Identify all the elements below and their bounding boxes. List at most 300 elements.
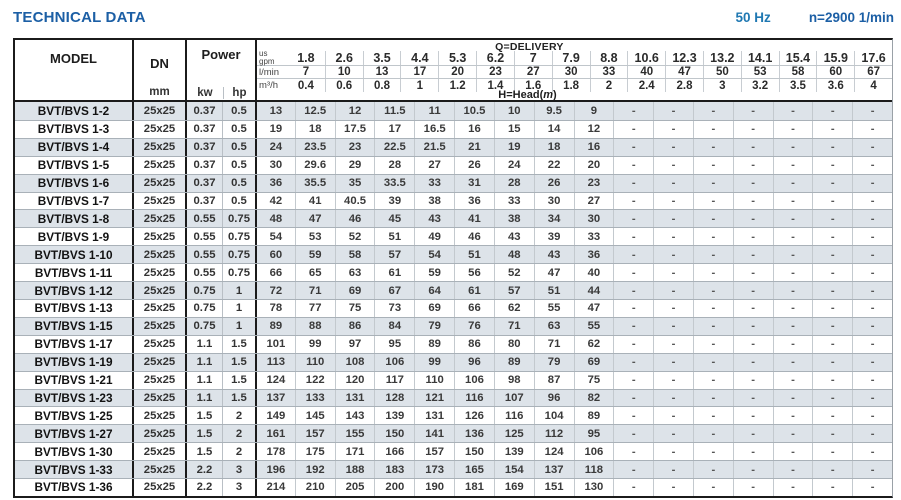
delivery-unit-values (287, 51, 892, 65)
head-value-cell: 24 (494, 157, 534, 174)
dn-cell: 25x25 (132, 282, 185, 299)
head-value-cell: - (852, 461, 892, 478)
head-value-cell: 125 (494, 425, 534, 442)
table-row (15, 371, 892, 389)
head-value-cell: 22.5 (374, 139, 414, 156)
head-value-cell: - (773, 479, 813, 496)
hp-cell: 1 (222, 300, 255, 317)
delivery-header-value: 17.6 (854, 51, 892, 65)
head-value-cell: - (852, 139, 892, 156)
delivery-header-value: 14.1 (741, 51, 779, 65)
head-value-cell: 19 (255, 121, 295, 138)
delivery-header-value: 7.9 (552, 51, 590, 65)
head-value-cell: 67 (374, 282, 414, 299)
head-value-cell: - (613, 461, 653, 478)
head-value-cell: 71 (494, 318, 534, 335)
table-row (15, 227, 892, 245)
delivery-header-value: 67 (854, 66, 892, 78)
dn-cell: 25x25 (132, 354, 185, 371)
head-value-cell: 35.5 (295, 175, 335, 192)
head-value-cell: 196 (255, 461, 295, 478)
model-cell: BVT/BVS 1-13 (34, 301, 113, 316)
head-value-cell: - (693, 425, 733, 442)
hp-cell: 1.5 (222, 336, 255, 353)
head-value-cell: 63 (534, 318, 574, 335)
head-value-cell: 171 (335, 443, 375, 460)
head-value-cell: - (613, 175, 653, 192)
model-cell: BVT/BVS 1-4 (37, 140, 110, 155)
hp-cell: 3 (222, 461, 255, 478)
head-value-cell: 96 (454, 354, 494, 371)
head-value-cell: - (693, 210, 733, 227)
dn-cell: 25x25 (132, 228, 185, 245)
head-value-cell: - (653, 139, 693, 156)
kw-cell: 1.1 (185, 336, 222, 353)
head-value-cell: - (693, 354, 733, 371)
delivery-header-value: 2.8 (665, 79, 703, 92)
delivery-header-value: 60 (816, 66, 854, 78)
head-value-cell: 45 (374, 210, 414, 227)
head-value-cell: - (852, 228, 892, 245)
dn-cell: 25x25 (132, 479, 185, 496)
delivery-unit-values (287, 66, 892, 78)
head-value-cell: 52 (494, 264, 534, 281)
head-value-cell: - (852, 121, 892, 138)
head-value-cell: 41 (454, 210, 494, 227)
head-value-cell: - (773, 354, 813, 371)
head-value-cell: - (852, 193, 892, 210)
delivery-header-value: 10.6 (627, 51, 665, 65)
delivery-header-value: 40 (627, 66, 665, 78)
head-value-cell: - (773, 210, 813, 227)
kw-cell: 0.37 (185, 139, 222, 156)
table-row (15, 245, 892, 263)
hp-cell: 0.5 (222, 102, 255, 120)
head-value-cell: 99 (414, 354, 454, 371)
head-value-cell: - (812, 336, 852, 353)
head-value-cell: 110 (414, 372, 454, 389)
head-value-cell: - (773, 121, 813, 138)
head-value-cell: - (812, 443, 852, 460)
head-value-cell: 214 (255, 479, 295, 496)
head-value-cell: 210 (295, 479, 335, 496)
head-value-cell: - (773, 318, 813, 335)
head-value-cell: - (773, 228, 813, 245)
head-value-cell: - (773, 407, 813, 424)
head-value-cell: 157 (295, 425, 335, 442)
head-value-cell: 12 (335, 102, 375, 120)
head-value-cell: - (773, 157, 813, 174)
hp-cell: 2 (222, 425, 255, 442)
model-cell: BVT/BVS 1-33 (34, 462, 113, 477)
head-value-cell: 46 (454, 228, 494, 245)
delivery-header-value: 6.2 (476, 51, 514, 65)
head-value-cell: - (613, 407, 653, 424)
head-value-cell: - (812, 102, 852, 120)
head-value-cell: 12 (574, 121, 614, 138)
head-value-cell: 46 (335, 210, 375, 227)
head-value-cell: - (812, 193, 852, 210)
head-value-cell: 56 (454, 264, 494, 281)
head-value-cell: - (852, 157, 892, 174)
head-value-cell: 183 (374, 461, 414, 478)
head-value-cell: - (693, 336, 733, 353)
speed-label: n=2900 1/min (808, 10, 894, 25)
head-value-cell: 53 (295, 228, 335, 245)
head-value-cell: 150 (454, 443, 494, 460)
head-value-cell: 9 (574, 102, 614, 120)
head-value-cell: - (653, 102, 693, 120)
dn-cell: 25x25 (132, 210, 185, 227)
head-value-cell: 63 (335, 264, 375, 281)
model-cell: BVT/BVS 1-21 (34, 373, 113, 388)
dn-cell: 25x25 (132, 139, 185, 156)
head-value-cell: - (613, 425, 653, 442)
delivery-header-value: 30 (552, 66, 590, 78)
table-row (15, 281, 892, 299)
dn-cell: 25x25 (132, 102, 185, 120)
head-value-cell: 89 (414, 336, 454, 353)
head-value-cell: 51 (534, 282, 574, 299)
dn-cell: 25x25 (132, 461, 185, 478)
head-value-cell: 75 (574, 372, 614, 389)
kw-unit-label: kw (197, 87, 213, 99)
dn-cell: 25x25 (132, 264, 185, 281)
kw-cell: 0.37 (185, 193, 222, 210)
head-value-cell: - (852, 354, 892, 371)
head-value-cell: 21 (454, 139, 494, 156)
delivery-header-value: 3.6 (816, 79, 854, 92)
head-value-cell: 59 (295, 246, 335, 263)
head-value-cell: - (613, 102, 653, 120)
head-value-cell: 86 (454, 336, 494, 353)
head-value-cell: 43 (414, 210, 454, 227)
hp-cell: 1.5 (222, 354, 255, 371)
hp-cell: 2 (222, 407, 255, 424)
head-value-cell: 20 (574, 157, 614, 174)
head-value-cell: 98 (494, 372, 534, 389)
head-value-cell: - (773, 175, 813, 192)
dn-unit-label: mm (149, 86, 170, 98)
delivery-header-value: 4 (854, 79, 892, 92)
delivery-header-value: 27 (514, 66, 552, 78)
dn-cell: 25x25 (132, 157, 185, 174)
head-value-cell: 42 (255, 193, 295, 210)
kw-cell: 0.55 (185, 264, 222, 281)
head-value-cell: 51 (454, 246, 494, 263)
head-title-unit: m (543, 89, 554, 101)
head-value-cell: - (733, 102, 773, 120)
head-value-cell: 89 (574, 407, 614, 424)
head-value-cell: 12.5 (295, 102, 335, 120)
head-value-cell: - (653, 193, 693, 210)
table-row (15, 156, 892, 174)
head-value-cell: - (812, 390, 852, 407)
head-value-cell: - (693, 157, 733, 174)
table-body (15, 102, 892, 496)
head-value-cell: - (733, 461, 773, 478)
model-cell: BVT/BVS 1-3 (37, 122, 110, 137)
delivery-header-value: 53 (741, 66, 779, 78)
head-value-cell: - (733, 425, 773, 442)
head-value-cell: 113 (255, 354, 295, 371)
kw-cell: 0.75 (185, 282, 222, 299)
hp-cell: 0.5 (222, 193, 255, 210)
delivery-header-value: 15.4 (779, 51, 817, 65)
head-value-cell: 133 (295, 390, 335, 407)
head-value-cell: - (773, 264, 813, 281)
dn-cell: 25x25 (132, 407, 185, 424)
delivery-header-value: 13 (363, 66, 401, 78)
head-value-cell: 43 (534, 246, 574, 263)
head-value-cell: - (693, 246, 733, 263)
delivery-header-value: 8.8 (590, 51, 628, 65)
head-value-cell: - (773, 300, 813, 317)
head-value-cell: - (653, 246, 693, 263)
head-value-cell: 139 (374, 407, 414, 424)
dn-label: DN (150, 55, 169, 71)
delivery-header-value: 1.4 (476, 79, 514, 92)
head-value-cell: 33 (574, 228, 614, 245)
head-value-cell: 57 (374, 246, 414, 263)
head-value-cell: - (653, 210, 693, 227)
delivery-unit-values (287, 79, 892, 92)
head-value-cell: 27 (574, 193, 614, 210)
kw-cell: 0.37 (185, 102, 222, 120)
dn-cell: 25x25 (132, 336, 185, 353)
head-value-cell: - (613, 354, 653, 371)
head-value-cell: 69 (414, 300, 454, 317)
head-value-cell: 33 (494, 193, 534, 210)
table-row (15, 335, 892, 353)
head-value-cell: - (733, 318, 773, 335)
head-value-cell: 23 (574, 175, 614, 192)
table-row (15, 389, 892, 407)
head-value-cell: 18 (295, 121, 335, 138)
head-value-cell: 120 (335, 372, 375, 389)
head-value-cell: 149 (255, 407, 295, 424)
head-value-cell: - (613, 443, 653, 460)
hp-cell: 0.75 (222, 264, 255, 281)
head-value-cell: 55 (574, 318, 614, 335)
head-value-cell: 157 (414, 443, 454, 460)
head-value-cell: - (773, 461, 813, 478)
head-value-cell: - (852, 336, 892, 353)
unit-label-text: m³/h (259, 80, 278, 91)
kw-cell: 1.1 (185, 354, 222, 371)
dn-cell: 25x25 (132, 372, 185, 389)
head-value-cell: 131 (335, 390, 375, 407)
model-cell: BVT/BVS 1-25 (34, 408, 113, 423)
head-value-cell: 34 (534, 210, 574, 227)
delivery-header-value: 1.6 (514, 79, 552, 92)
head-value-cell: - (773, 336, 813, 353)
head-value-cell: 54 (414, 246, 454, 263)
head-value-cell: 82 (574, 390, 614, 407)
head-title (498, 89, 556, 101)
model-cell: BVT/BVS 1-9 (37, 229, 110, 244)
kw-cell: 0.37 (185, 157, 222, 174)
head-value-cell: 166 (374, 443, 414, 460)
dn-cell: 25x25 (132, 175, 185, 192)
head-value-cell: - (653, 318, 693, 335)
head-value-cell: - (812, 175, 852, 192)
kw-cell: 1.1 (185, 372, 222, 389)
head-value-cell: 66 (454, 300, 494, 317)
technical-data-table (13, 38, 893, 498)
head-value-cell: 33.5 (374, 175, 414, 192)
hp-cell: 0.5 (222, 121, 255, 138)
delivery-header-value: 12.3 (665, 51, 703, 65)
head-value-cell: - (773, 372, 813, 389)
head-value-cell: 54 (255, 228, 295, 245)
head-value-cell: 137 (255, 390, 295, 407)
dn-cell: 25x25 (132, 425, 185, 442)
head-value-cell: 36 (574, 246, 614, 263)
head-value-cell: - (693, 318, 733, 335)
head-value-cell: 47 (534, 264, 574, 281)
head-value-cell: - (812, 121, 852, 138)
head-value-cell: 29.6 (295, 157, 335, 174)
head-value-cell: - (613, 282, 653, 299)
head-value-cell: - (733, 121, 773, 138)
head-value-cell: 28 (494, 175, 534, 192)
delivery-header-value: 1 (400, 79, 438, 92)
head-value-cell: - (812, 157, 852, 174)
kw-cell: 1.5 (185, 425, 222, 442)
head-value-cell: - (693, 479, 733, 496)
head-value-cell: - (653, 390, 693, 407)
head-value-cell: 40 (574, 264, 614, 281)
head-value-cell: - (852, 264, 892, 281)
head-value-cell: 89 (494, 354, 534, 371)
head-value-cell: 22 (534, 157, 574, 174)
head-value-cell: 99 (295, 336, 335, 353)
hp-cell: 0.5 (222, 157, 255, 174)
head-value-cell: 9.5 (534, 102, 574, 120)
head-value-cell: 86 (335, 318, 375, 335)
head-value-cell: 126 (454, 407, 494, 424)
head-value-cell: - (613, 336, 653, 353)
head-value-cell: 161 (255, 425, 295, 442)
head-value-cell: - (693, 300, 733, 317)
head-value-cell: - (613, 193, 653, 210)
head-value-cell: 47 (295, 210, 335, 227)
head-value-cell: 28 (374, 157, 414, 174)
head-value-cell: 30 (534, 193, 574, 210)
head-value-cell: 84 (374, 318, 414, 335)
head-value-cell: 97 (335, 336, 375, 353)
head-value-cell: - (773, 390, 813, 407)
head-value-cell: - (812, 407, 852, 424)
head-value-cell: 31 (454, 175, 494, 192)
page-title: TECHNICAL DATA (13, 9, 146, 26)
head-value-cell: 43 (494, 228, 534, 245)
head-value-cell: 55 (534, 300, 574, 317)
head-value-cell: - (733, 193, 773, 210)
head-value-cell: 39 (374, 193, 414, 210)
delivery-header-value: 0.4 (297, 79, 314, 92)
hp-cell: 0.5 (222, 139, 255, 156)
head-value-cell: 190 (414, 479, 454, 496)
head-value-cell: 39 (534, 228, 574, 245)
head-value-cell: - (733, 264, 773, 281)
head-value-cell: - (613, 210, 653, 227)
delivery-header-value: 7 (514, 51, 552, 65)
head-value-cell: 69 (574, 354, 614, 371)
delivery-unit-label (257, 66, 287, 78)
delivery-header-value: 2.4 (627, 79, 665, 92)
head-value-cell: - (812, 139, 852, 156)
head-value-cell: - (693, 102, 733, 120)
head-value-cell: - (653, 407, 693, 424)
head-value-cell: 79 (534, 354, 574, 371)
kw-cell: 2.2 (185, 461, 222, 478)
head-value-cell: - (733, 407, 773, 424)
head-value-cell: - (653, 228, 693, 245)
head-value-cell: 18 (534, 139, 574, 156)
head-value-cell: 26 (454, 157, 494, 174)
delivery-header-value: 2 (590, 79, 628, 92)
head-value-cell: 200 (374, 479, 414, 496)
head-value-cell: 19 (494, 139, 534, 156)
head-value-cell: 24 (255, 139, 295, 156)
head-value-cell: 106 (574, 443, 614, 460)
head-title-suffix: ) (553, 89, 557, 101)
head-value-cell: 118 (574, 461, 614, 478)
kw-cell: 1.1 (185, 390, 222, 407)
head-value-cell: 16 (454, 121, 494, 138)
model-cell: BVT/BVS 1-36 (34, 480, 113, 495)
head-value-cell: 59 (414, 264, 454, 281)
head-value-cell: 154 (494, 461, 534, 478)
head-value-cell: - (693, 390, 733, 407)
delivery-header-value: 4.4 (400, 51, 438, 65)
head-value-cell: 112 (534, 425, 574, 442)
head-value-cell: 107 (494, 390, 534, 407)
head-value-cell: - (653, 157, 693, 174)
head-value-cell: 71 (295, 282, 335, 299)
head-value-cell: 173 (414, 461, 454, 478)
head-value-cell: - (733, 282, 773, 299)
head-value-cell: 11 (414, 102, 454, 120)
dn-cell: 25x25 (132, 193, 185, 210)
head-value-cell: 130 (574, 479, 614, 496)
head-value-cell: - (852, 407, 892, 424)
top-bar (13, 9, 894, 26)
unit-label-text: gpm (259, 57, 275, 66)
head-value-cell: 38 (414, 193, 454, 210)
head-value-cell: 44 (574, 282, 614, 299)
delivery-header-value: 10 (325, 66, 363, 78)
head-value-cell: 57 (494, 282, 534, 299)
delivery-header-value: 5.3 (438, 51, 476, 65)
head-value-cell: 30 (255, 157, 295, 174)
head-value-cell: - (613, 300, 653, 317)
delivery-header-value: 3.5 (363, 51, 401, 65)
table-header (15, 40, 892, 102)
head-value-cell: - (852, 282, 892, 299)
delivery-unit-row (257, 48, 892, 66)
head-value-cell: 108 (335, 354, 375, 371)
head-value-cell: - (812, 282, 852, 299)
kw-cell: 0.75 (185, 318, 222, 335)
head-value-cell: 62 (574, 336, 614, 353)
head-value-cell: 17.5 (335, 121, 375, 138)
model-cell: BVT/BVS 1-19 (34, 355, 113, 370)
frequency-label: 50 Hz (735, 10, 771, 25)
head-value-cell: 62 (494, 300, 534, 317)
